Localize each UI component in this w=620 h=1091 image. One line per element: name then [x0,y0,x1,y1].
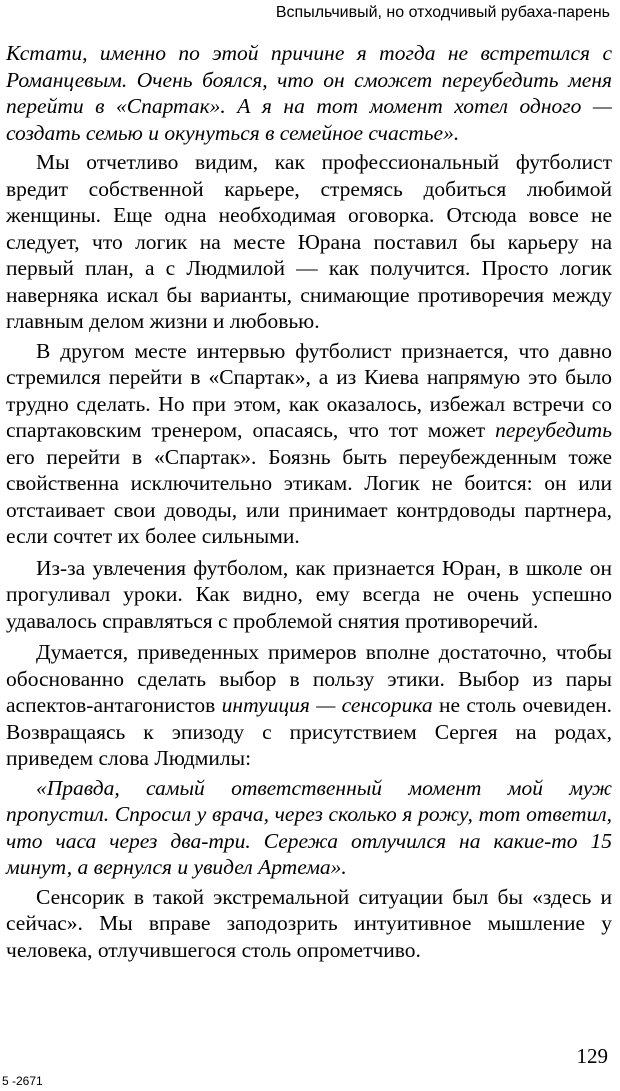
paragraph-2: Мы отчетливо видим, как профессиональный футболист вредит собственной карьере, стремясь добиться любимой женщины. Еще одна необходимая оговорка. Отсюда вовсе не следует, что логик на месте Юрана поставил бы карьеру на первый план, а с Людмилой — как получится. Просто логик наверняка искал бы варианты, снимающие противоречия между главным делом жизни и любовью. [6,150,612,333]
paragraph-3-text-start: В другом месте интервью футболист признается, что давно стремился перейти в «Спартак», а из Киева напрямую это было трудно сделать. Но при этом, как оказалось, избежал встречи со спартаковским тренером, опасаясь, что тот может [6,338,612,442]
print-signature-mark: 5 -2671 [2,1074,43,1088]
paragraph-3-italic-word: переубедить [495,418,612,442]
quote-paragraph-1: Кстати, именно по этой причине я тогда не встретился с Романцевым. Очень боялся, что он сможет переубедить меня перейти в «Спартак». А я на тот момент хотел одного — создать семью и окунуться в семейное счастье». [6,41,612,145]
page-body [6,40,612,966]
running-header: Вспыльчивый, но отходчивый рубаха-парень [275,4,610,21]
paragraph-7: Сенсорик в такой экстремальной ситуации был бы «здесь и сейчас». Мы вправе заподозрить интуитивное мышление у человека, отлучившегося столь опрометчиво. [6,884,612,962]
paragraph-4: Из-за увлечения футболом, как признается Юран, в школе он прогуливал уроки. Как видно, ему всегда не очень успешно удавалось справляться с проблемой снятия противоречий. [6,555,612,633]
paragraph-5-italic-phrase: интуиция — сенсорика [221,693,433,717]
quote-paragraph-6: «Правда, самый ответственный момент мой муж пропустил. Спросил у врача, через сколько я рожу, тот ответил, что часа через два-три. Сережа отлучился на какие-то 15 минут, а вернулся и увидел Артема». [6,775,612,879]
paragraph-3-text-end: его перейти в «Спартак». Боязнь быть переубежденным тоже свойственна исключительно этикам. Логик не боится: он или отстаивает свои доводы, или принимает контрдоводы партнера, если сочтет их более сильными. [6,444,612,548]
paragraph-5-text-start: Думается, приведенных примеров вполне достаточно, чтобы обоснованно сделать выбор в пользу этики. Выбор из пары аспектов-антагонистов [6,640,612,717]
page-number: 129 [576,1044,608,1068]
paragraph-5 [6,639,612,772]
paragraph-5-text-end: не столь очевиден. Возвращаясь к эпизоду с присутствием Сергея на родах, приведем слова Людмилы: [6,693,613,770]
paragraph-3 [6,338,612,550]
